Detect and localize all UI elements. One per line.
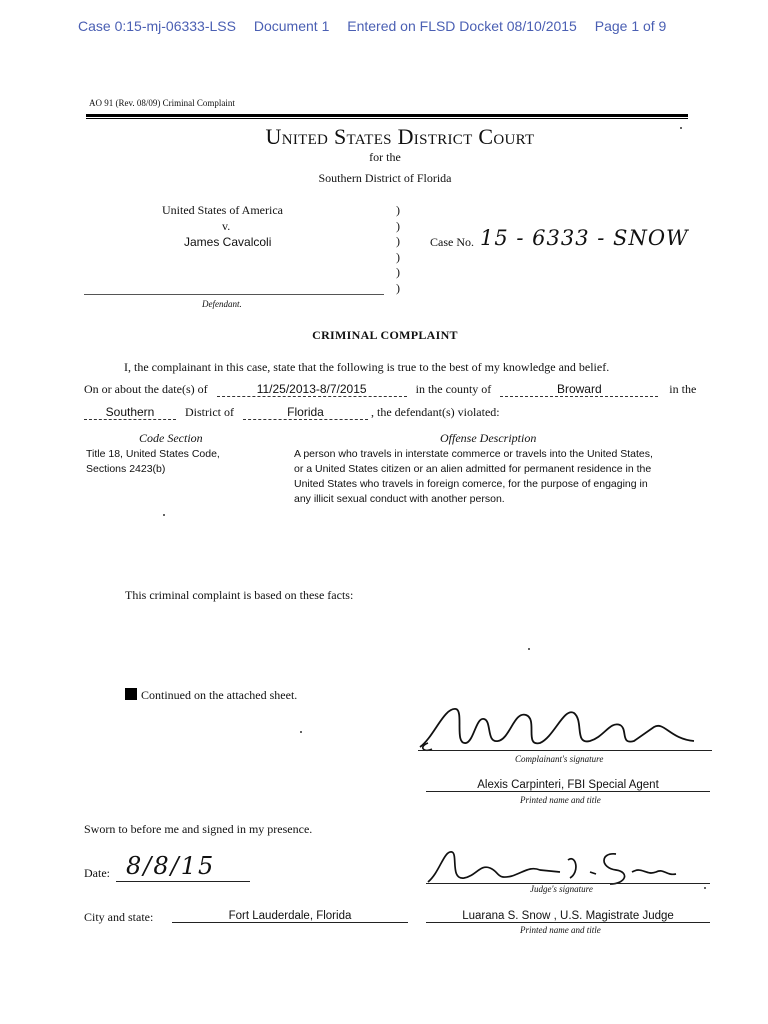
facts-label: This criminal complaint is based on these facts:	[125, 588, 354, 602]
checkbox-checked-icon	[125, 688, 137, 700]
complainant-name-label: Printed name and title	[520, 795, 601, 805]
date-line	[84, 382, 696, 397]
scan-speck	[163, 514, 165, 516]
case-id: Case 0:15-mj-06333-LSS	[78, 18, 236, 34]
top-rule-thin	[86, 118, 688, 119]
defendant-name: James Cavalcoli	[184, 235, 272, 249]
complainant-statement: I, the complainant in this case, state that the following is true to the best of my knowledge and belief.	[124, 360, 610, 374]
in-the: in the	[669, 382, 697, 396]
city-label: City and state:	[84, 910, 154, 924]
judge-name-line	[426, 910, 710, 923]
docket-entry: Entered on FLSD Docket 08/10/2015	[347, 18, 577, 34]
sworn-statement: Sworn to before me and signed in my presence.	[84, 822, 313, 836]
violated-label: , the defendant(s) violated:	[371, 405, 500, 419]
judge-name-label: Printed name and title	[520, 925, 601, 935]
date-prefix: On or about the date(s) of	[84, 382, 208, 396]
state-value: Florida	[243, 405, 368, 420]
date-handwritten: 8/8/15	[126, 852, 216, 880]
scan-speck	[300, 731, 302, 733]
offense-line: or a United States citizen or an alien admitted for permanent residence in the	[294, 463, 652, 475]
caption-parentheses: ) ) ) ) ) )	[396, 203, 400, 295]
offense-line: any illicit sexual conduct with another person.	[294, 493, 505, 505]
judge-name: Luarana S. Snow , U.S. Magistrate Judge	[426, 910, 710, 923]
district-line	[84, 405, 500, 420]
county-value: Broward	[500, 382, 658, 397]
form-number: AO 91 (Rev. 08/09) Criminal Complaint	[89, 98, 235, 108]
offense-dates: 11/25/2013-8/7/2015	[217, 382, 407, 397]
scan-speck	[528, 648, 530, 650]
complaint-title: CRIMINAL COMPLAINT	[312, 328, 458, 342]
complainant-name: Alexis Carpinteri, FBI Special Agent	[426, 779, 710, 792]
city-value: Fort Lauderdale, Florida	[172, 910, 408, 923]
offense-line: United States who travels in foreign comerce, for the purpose of engaging in	[294, 478, 648, 490]
versus: v.	[222, 219, 231, 233]
code-heading: Code Section	[139, 431, 203, 445]
scan-speck	[680, 127, 682, 129]
district-value: Southern	[84, 405, 176, 420]
judge-signature-label: Judge's signature	[530, 884, 593, 894]
court-name: United States District Court	[265, 124, 535, 149]
case-number-label: Case No.	[430, 235, 474, 249]
plaintiff-name: United States of America	[162, 203, 283, 217]
case-number-handwritten: 15 - 6333 - SNOW	[480, 226, 689, 250]
continued-label: Continued on the attached sheet.	[141, 688, 298, 702]
page-number: Page 1 of 9	[594, 18, 667, 34]
complainant-signature-line	[418, 750, 712, 751]
date-label: Date:	[84, 866, 110, 880]
complainant-signature-label: Complainant's signature	[515, 754, 604, 764]
code-section	[86, 447, 220, 477]
district-of-label: District of	[185, 405, 234, 419]
district-name: Southern District of Florida	[318, 171, 452, 185]
top-rule	[86, 114, 688, 117]
docket-header	[78, 18, 680, 34]
defendant-label: Defendant.	[202, 299, 242, 309]
date-line-rule	[116, 881, 250, 882]
scan-speck	[704, 887, 706, 889]
city-line	[172, 910, 408, 923]
offense-line: A person who travels in interstate commerce or travels into the United States,	[294, 448, 653, 460]
continued-line	[125, 688, 297, 703]
document-number: Document 1	[253, 18, 330, 34]
county-label: in the county of	[415, 382, 492, 396]
for-the: for the	[369, 150, 401, 164]
offense-heading: Offense Description	[440, 431, 537, 445]
code-line: Title 18, United States Code,	[86, 448, 220, 460]
offense-description	[294, 447, 653, 507]
defendant-line	[84, 294, 384, 295]
complainant-name-line	[426, 779, 710, 792]
code-line: Sections 2423(b)	[86, 463, 166, 475]
